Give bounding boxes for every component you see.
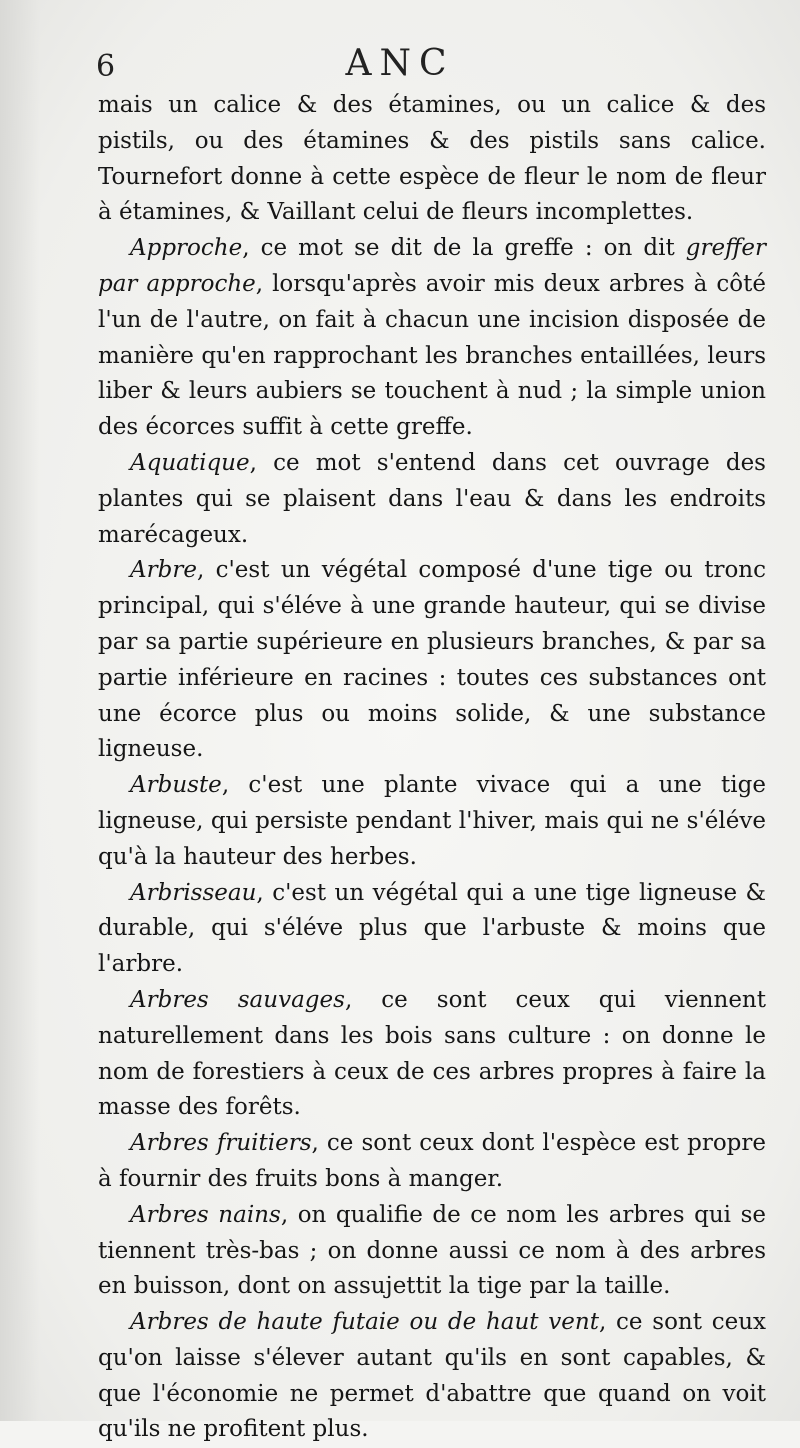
running-header: ANC [345,43,455,84]
entry-definition: , c'est un végétal composé d'une tige ou tronc principal, qui s'éléve à une grande hauteur, qui se divise par sa partie supérieure en plusieurs branches, & par sa partie inférieure en racines : toutes ces substances ont une écorce plus ou moins solide, & une substance ligneuse. [98,557,766,763]
entry-term: Arbuste [130,772,222,799]
entry-arbres-sauvages [98,983,766,1126]
entry-arbrisseau [98,876,766,983]
entry-aquatique [98,446,766,553]
continuation-paragraph: mais un calice & des étamines, ou un calice & des pistils, ou des étamines & des pistils sans calice. Tournefort donne à cette espèce de fleur le nom de fleur à étamines, & Vaillant celui de fleurs incomplettes. [98,92,766,226]
entry-term: Arbres sauvages [130,986,345,1013]
entry-arbres-fruitiers [98,1126,766,1198]
entry-term: Arbres nains [130,1201,281,1228]
page-gutter [0,0,40,1421]
entry-arbre [98,553,766,768]
entry-term: Arbres de haute futaie ou de haut vent [130,1309,599,1336]
entry-definition: , ce mot se dit de la greffe : on dit [242,235,686,262]
entry-definition: , c'est un végétal qui a une tige ligneuse & durable, qui s'éléve plus que l'arbuste & moins que l'arbre. [98,879,766,978]
entry-arbres-haute-futaie [98,1305,766,1448]
entry-term: Aquatique [130,449,250,476]
entry-term: Arbrisseau [130,879,257,906]
entry-approche [98,231,766,446]
entry-definition: , lorsqu'après avoir mis deux arbres à côté l'un de l'autre, on fait à chacun une incision disposée de manière qu'en rapprochant les branches entaillées, leurs liber & leurs aubiers se touchent à nud ; la simple union des écorces suffit à cette greffe. [98,270,766,441]
entry-definition: , ce sont ceux dont l'espèce est propre à fournir des fruits bons à manger. [98,1130,767,1192]
entry-definition: , ce mot s'entend dans cet ouvrage des plantes qui se plaisent dans l'eau & dans les endroits marécageux. [98,449,766,548]
entry-definition: , ce sont ceux qu'on laisse s'élever autant qu'ils en sont capables, & que l'économie ne permet d'abattre que quand on voit qu'ils ne profitent plus. [98,1309,766,1443]
entry-term: Approche [130,235,243,262]
entry-arbres-nains [98,1198,766,1305]
entry-term: Arbres fruitiers [130,1130,312,1157]
entry-definition: , ce sont ceux qui viennent naturellement dans les bois sans culture : on donne le nom de forestiers à ceux de ces arbres propres à faire la masse des forêts. [98,986,766,1121]
body-text [98,88,766,1448]
entry-arbuste [98,768,766,875]
entry-term-secondary: greffer par approche [98,235,766,297]
entry-definition: , c'est une plante vivace qui a une tige ligneuse, qui persiste pendant l'hiver, mais qui ne s'éléve qu'à la hauteur des herbes. [98,772,766,870]
entry-term: Arbre [130,557,197,584]
entry-definition: , on qualifie de ce nom les arbres qui se tiennent très-bas ; on donne aussi ce nom à des arbres en buisson, dont on assujettit la tige par la taille. [98,1201,767,1300]
page-number: 6 [96,49,116,84]
